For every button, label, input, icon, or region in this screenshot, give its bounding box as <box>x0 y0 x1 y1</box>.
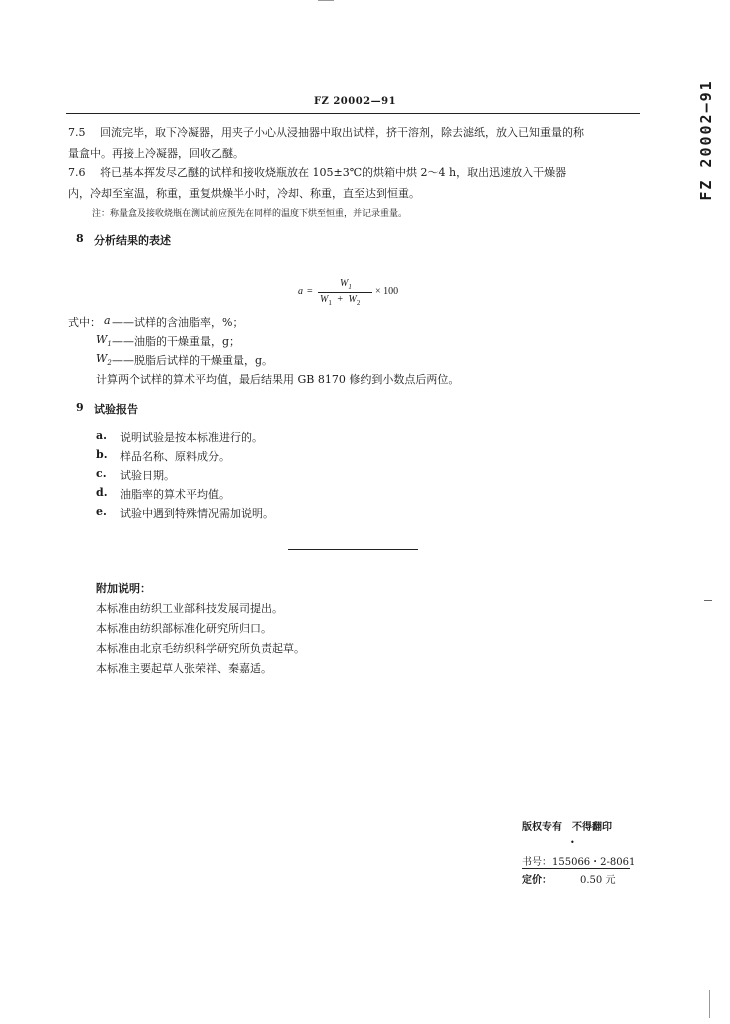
formula-equals: = <box>307 286 313 297</box>
bullet-mark: • <box>570 838 575 847</box>
header-standard-code: FZ 20002—91 <box>313 96 397 107</box>
definition-symbol: a <box>104 314 111 327</box>
scan-speck <box>709 990 710 1018</box>
definition-text: ——脱脂后试样的干燥重量，g。 <box>112 354 274 367</box>
item-label: c. <box>96 467 107 480</box>
clause-text-line: 回流完毕，取下冷凝器，用夹子小心从浸抽器中取出试样，挤干溶剂，除去滤纸，放入已知重量的称 <box>100 126 584 139</box>
item-label: b. <box>96 448 108 461</box>
clause-number: 7.6 <box>68 166 86 179</box>
scan-speck <box>704 600 712 601</box>
additional-line: 本标准由北京毛纺织科学研究所负责起草。 <box>96 642 305 655</box>
additional-line: 本标准由纺织部标准化研究所归口。 <box>96 622 272 635</box>
formula-lhs: a <box>298 286 303 297</box>
item-text: 试验日期。 <box>120 469 175 482</box>
section-title: 分析结果的表述 <box>94 234 171 247</box>
book-number: 书号：155066・2-8061 <box>522 857 636 868</box>
item-text: 说明试验是按本标准进行的。 <box>120 431 263 444</box>
fraction-bar <box>318 292 372 293</box>
price-label: 定价： <box>522 875 552 886</box>
clause-text-line: 量盒中。再接上冷凝器，回收乙醚。 <box>68 147 244 160</box>
calculation-note: 计算两个试样的算术平均值，最后结果用 GB 8170 修约到小数点后两位。 <box>96 373 460 386</box>
item-label: e. <box>96 505 107 518</box>
where-label: 式中： <box>68 316 101 329</box>
section-number: 8 <box>76 232 84 245</box>
additional-line: 本标准主要起草人张荣祥、秦嘉适。 <box>96 662 272 675</box>
item-text: 样品名称、原料成分。 <box>120 450 230 463</box>
end-separator-rule <box>288 549 418 550</box>
additional-line: 本标准由纺织工业部科技发展司提出。 <box>96 602 283 615</box>
price-value: 0.50 元 <box>580 875 616 886</box>
formula-multiplier: × 100 <box>375 286 399 297</box>
section-title: 试验报告 <box>94 403 138 416</box>
definition-text: ——油脂的干燥重量，g； <box>112 335 241 348</box>
scan-speck <box>318 0 334 1</box>
footer-rule <box>522 868 630 869</box>
item-text: 油脂率的算术平均值。 <box>120 488 230 501</box>
item-label: d. <box>96 486 108 499</box>
section-number: 9 <box>76 401 84 414</box>
definition-text: ——试样的含油脂率，%； <box>112 316 244 329</box>
additional-title: 附加说明： <box>96 582 151 595</box>
clause-number: 7.5 <box>68 126 86 139</box>
side-standard-code: FZ 20002—91 <box>697 79 715 201</box>
definition-symbol: $W_1$ <box>96 333 112 349</box>
item-text: 试验中遇到特殊情况需加说明。 <box>120 507 274 520</box>
note: 注：称量盒及接收烧瓶在测试前应预先在同样的温度下烘至恒重，并记录重量。 <box>92 209 408 219</box>
item-label: a. <box>96 429 107 442</box>
header-rule <box>66 113 640 114</box>
copyright-notice: 版权专有 不得翻印 <box>522 822 612 833</box>
definition-symbol: $W_2$ <box>96 352 112 368</box>
clause-text-line: 将已基本挥发尽乙醚的试样和接收烧瓶放在 105±3℃的烘箱中烘 2～4 h，取出迅速放入干燥器 <box>100 166 567 179</box>
clause-text-line: 内，冷却至室温，称重，重复烘燥半小时，冷却、称重，直至达到恒重。 <box>68 187 420 200</box>
formula-denominator: $W_1 + W_2$ <box>320 294 361 307</box>
formula-numerator: $W_1$ <box>340 278 352 291</box>
